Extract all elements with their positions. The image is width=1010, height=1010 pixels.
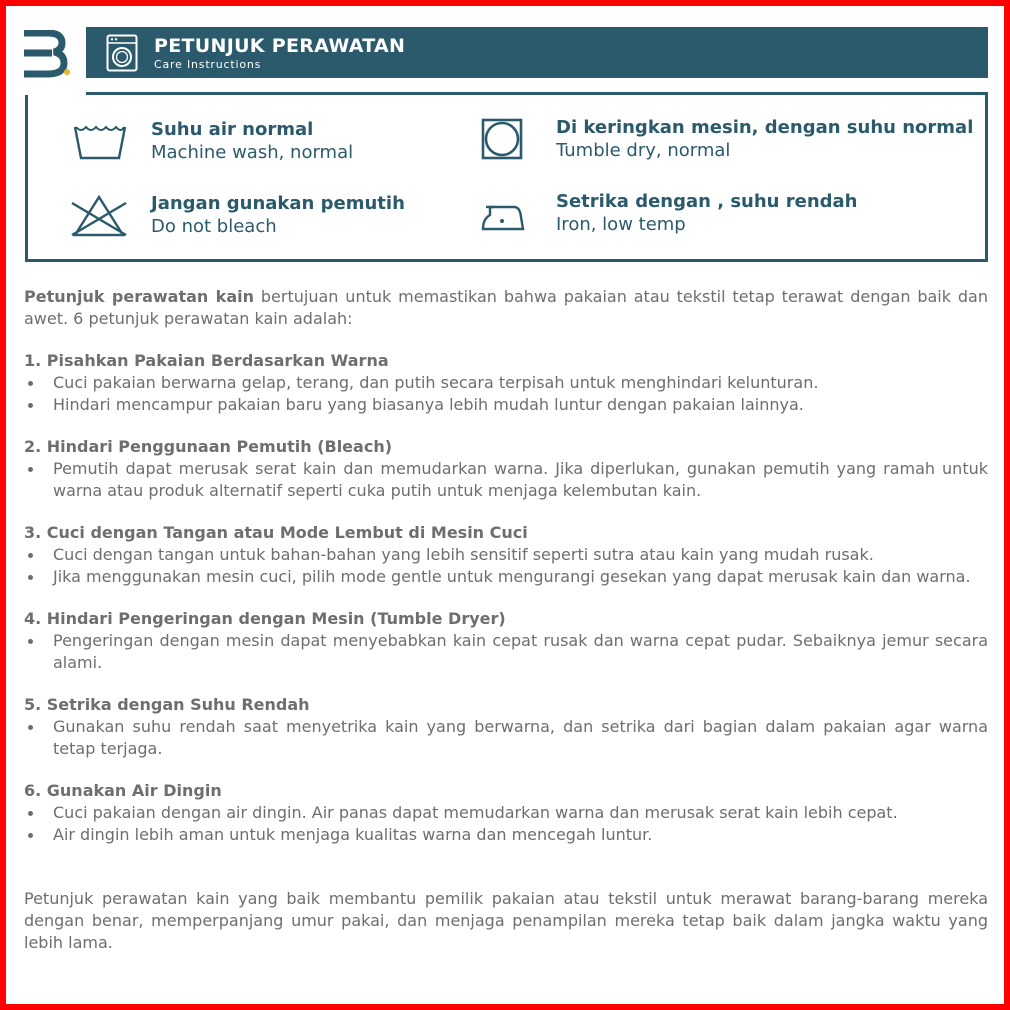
section-heading: 6. Gunakan Air Dingin: [24, 781, 222, 800]
section-6: [24, 780, 988, 846]
list-item: Cuci pakaian berwarna gelap, terang, dan putih secara terpisah untuk menghindari kelunturan.: [24, 372, 988, 394]
section-heading: 1. Pisahkan Pakaian Berdasarkan Warna: [24, 351, 389, 370]
care-instructions-box: [25, 95, 988, 262]
list-item: Hindari mencampur pakaian baru yang biasanya lebih mudah luntur dengan pakaian lainnya.: [24, 394, 988, 416]
list-item: Air dingin lebih aman untuk menjaga kualitas warna dan mencegah luntur.: [24, 824, 988, 846]
list-item: Jika menggunakan mesin cuci, pilih mode gentle untuk mengurangi gesekan yang dapat merusak kain dan warna.: [24, 566, 988, 588]
section-5: [24, 694, 988, 760]
section-heading: 4. Hindari Pengeringan dengan Mesin (Tumble Dryer): [24, 609, 506, 628]
care-item-title: Jangan gunakan pemutih: [151, 193, 405, 214]
section-1: [24, 350, 988, 416]
care-item-title: Setrika dengan , suhu rendah: [556, 191, 858, 212]
brand-logo-b-icon: [22, 30, 70, 78]
care-item-subtitle: Machine wash, normal: [151, 142, 354, 163]
brand-logo: [22, 30, 70, 78]
section-heading: 3. Cuci dengan Tangan atau Mode Lembut di Mesin Cuci: [24, 523, 528, 542]
section-2: [24, 436, 988, 502]
list-item: Gunakan suhu rendah saat menyetrika kain yang berwarna, dan setrika dari bagian dalam pakaian agar warna tetap terjaga.: [24, 716, 988, 760]
care-item-subtitle: Iron, low temp: [556, 214, 686, 235]
wash-tub-icon: [72, 123, 128, 163]
closing-paragraph: Petunjuk perawatan kain yang baik membantu pemilik pakaian atau tekstil untuk merawat barang-barang mereka dengan benar, memperpanjang umur pakai, dan menjaga penampilan mereka tetap baik dalam jangka waktu yang lebih lama.: [24, 889, 988, 952]
header-bar: [86, 27, 988, 78]
tumble-dry-icon: [480, 117, 526, 163]
care-item-title: Suhu air normal: [151, 119, 314, 140]
intro-paragraph: [24, 286, 988, 330]
section-4: [24, 608, 988, 674]
page-title: PETUNJUK PERAWATAN: [154, 35, 406, 57]
article-body: [24, 286, 988, 954]
page-subtitle: Care Instructions: [154, 58, 262, 71]
section-3: [24, 522, 988, 588]
list-item: Cuci dengan tangan untuk bahan-bahan yang lebih sensitif seperti sutra atau kain yang mudah rusak.: [24, 544, 988, 566]
care-item-subtitle: Tumble dry, normal: [556, 140, 731, 161]
washing-machine-icon: [106, 34, 138, 72]
intro-bold: Petunjuk perawatan kain: [24, 287, 254, 306]
list-item: Pengeringan dengan mesin dapat menyebabkan kain cepat rusak dan warna cepat pudar. Sebaiknya jemur secara alami.: [24, 630, 988, 674]
care-item-title: Di keringkan mesin, dengan suhu normal: [556, 117, 974, 138]
iron-low-icon: [480, 191, 526, 235]
care-item-subtitle: Do not bleach: [151, 216, 277, 237]
no-bleach-icon: [68, 193, 130, 239]
section-heading: 5. Setrika dengan Suhu Rendah: [24, 695, 310, 714]
section-heading: 2. Hindari Penggunaan Pemutih (Bleach): [24, 437, 393, 456]
intro-text: bertujuan untuk memastikan bahwa pakaian atau tekstil tetap terawat dengan baik dan awet. 6 petunjuk perawatan kain adalah:: [24, 287, 989, 328]
list-item: Pemutih dapat merusak serat kain dan memudarkan warna. Jika diperlukan, gunakan pemutih yang ramah untuk warna atau produk alternatif seperti cuka putih untuk menjaga kelembutan kain.: [24, 458, 988, 502]
list-item: Cuci pakaian dengan air dingin. Air panas dapat memudarkan warna dan merusak serat kain lebih cepat.: [24, 802, 988, 824]
